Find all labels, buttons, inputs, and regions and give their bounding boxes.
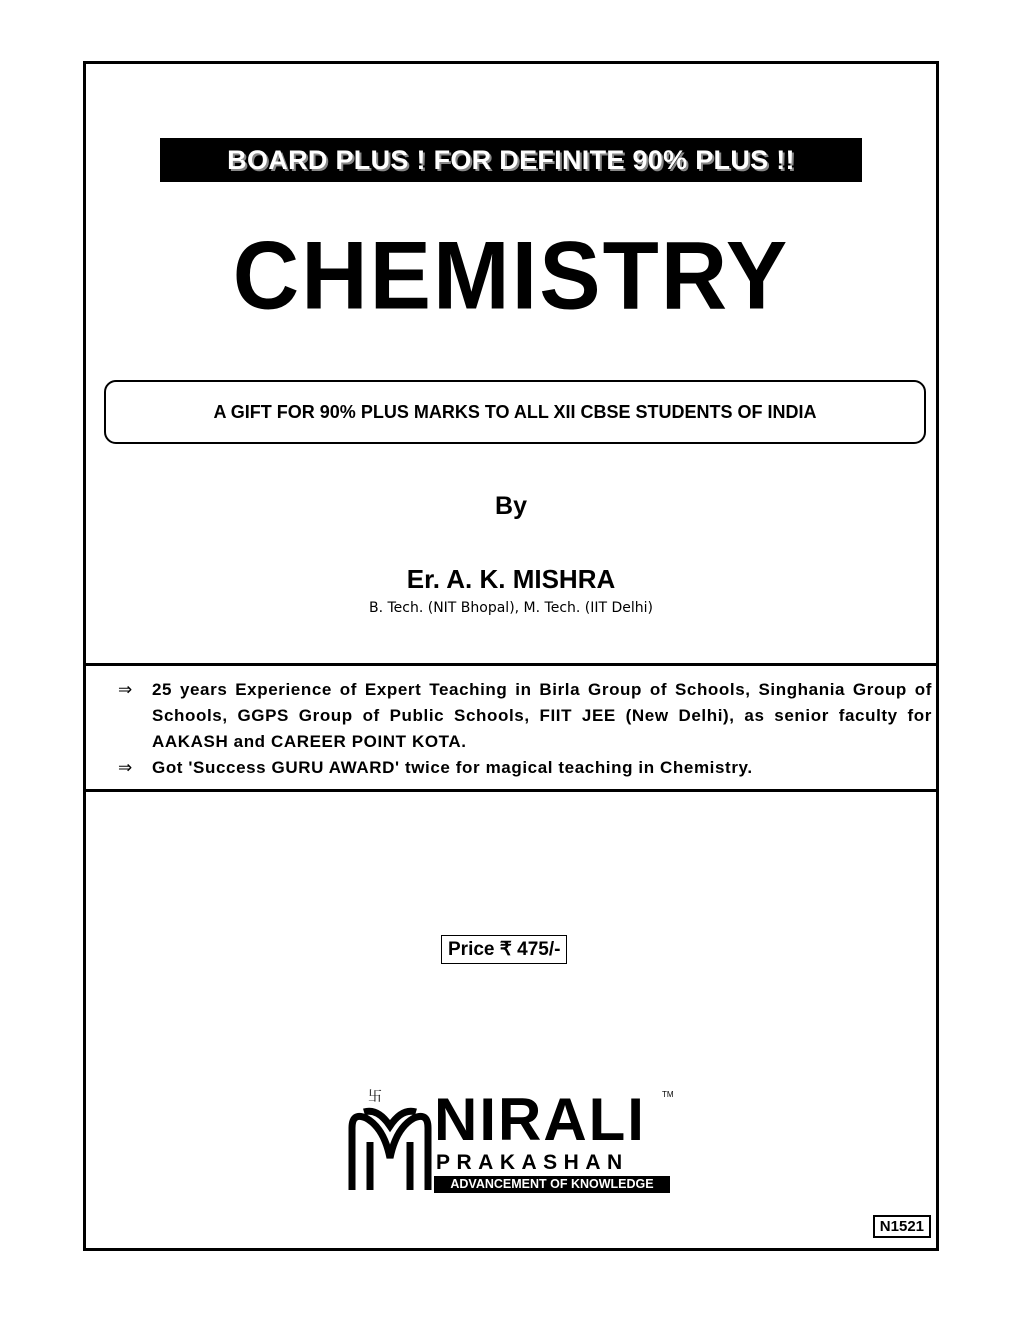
divider <box>86 789 936 792</box>
arrow-icon: ⇒ <box>118 680 133 699</box>
book-mark-icon <box>344 1098 434 1194</box>
list-item: ⇒ 25 years Experience of Expert Teaching in Birla Group of Schools, Singhania Group of Schools, GGPS Group of Public Schools, FIIT JEE (New Delhi), as senior faculty for AAKASH and CAREER POINT KOTA. <box>118 677 932 755</box>
price-box: Price ₹ 475/- <box>441 935 567 964</box>
arrow-icon: ⇒ <box>118 758 133 777</box>
banner: BOARD PLUS ! FOR DEFINITE 90% PLUS !! <box>160 138 862 182</box>
author-highlights <box>118 677 932 781</box>
author-qualifications: B. Tech. (NIT Bhopal), M. Tech. (IIT Delhi) <box>368 600 654 616</box>
list-item: ⇒ Got 'Success GURU AWARD' twice for magical teaching in Chemistry. <box>118 755 932 781</box>
by-label: By <box>495 492 527 520</box>
author-name: Er. A. K. MISHRA <box>406 564 616 594</box>
publisher-slogan: ADVANCEMENT OF KNOWLEDGE <box>434 1176 670 1193</box>
swastika-icon: 卐 <box>368 1089 382 1105</box>
divider <box>86 663 936 666</box>
book-code: N1521 <box>873 1215 931 1238</box>
trademark-mark: TM <box>662 1090 674 1099</box>
publisher-subname: PRAKASHAN <box>436 1151 629 1174</box>
page-frame <box>83 61 939 1251</box>
tagline-box: A GIFT FOR 90% PLUS MARKS TO ALL XII CBSE STUDENTS OF INDIA <box>104 380 926 444</box>
publisher-name: NIRALI <box>434 1086 646 1153</box>
publisher-logo <box>344 1086 684 1194</box>
book-title: CHEMISTRY <box>232 222 790 330</box>
